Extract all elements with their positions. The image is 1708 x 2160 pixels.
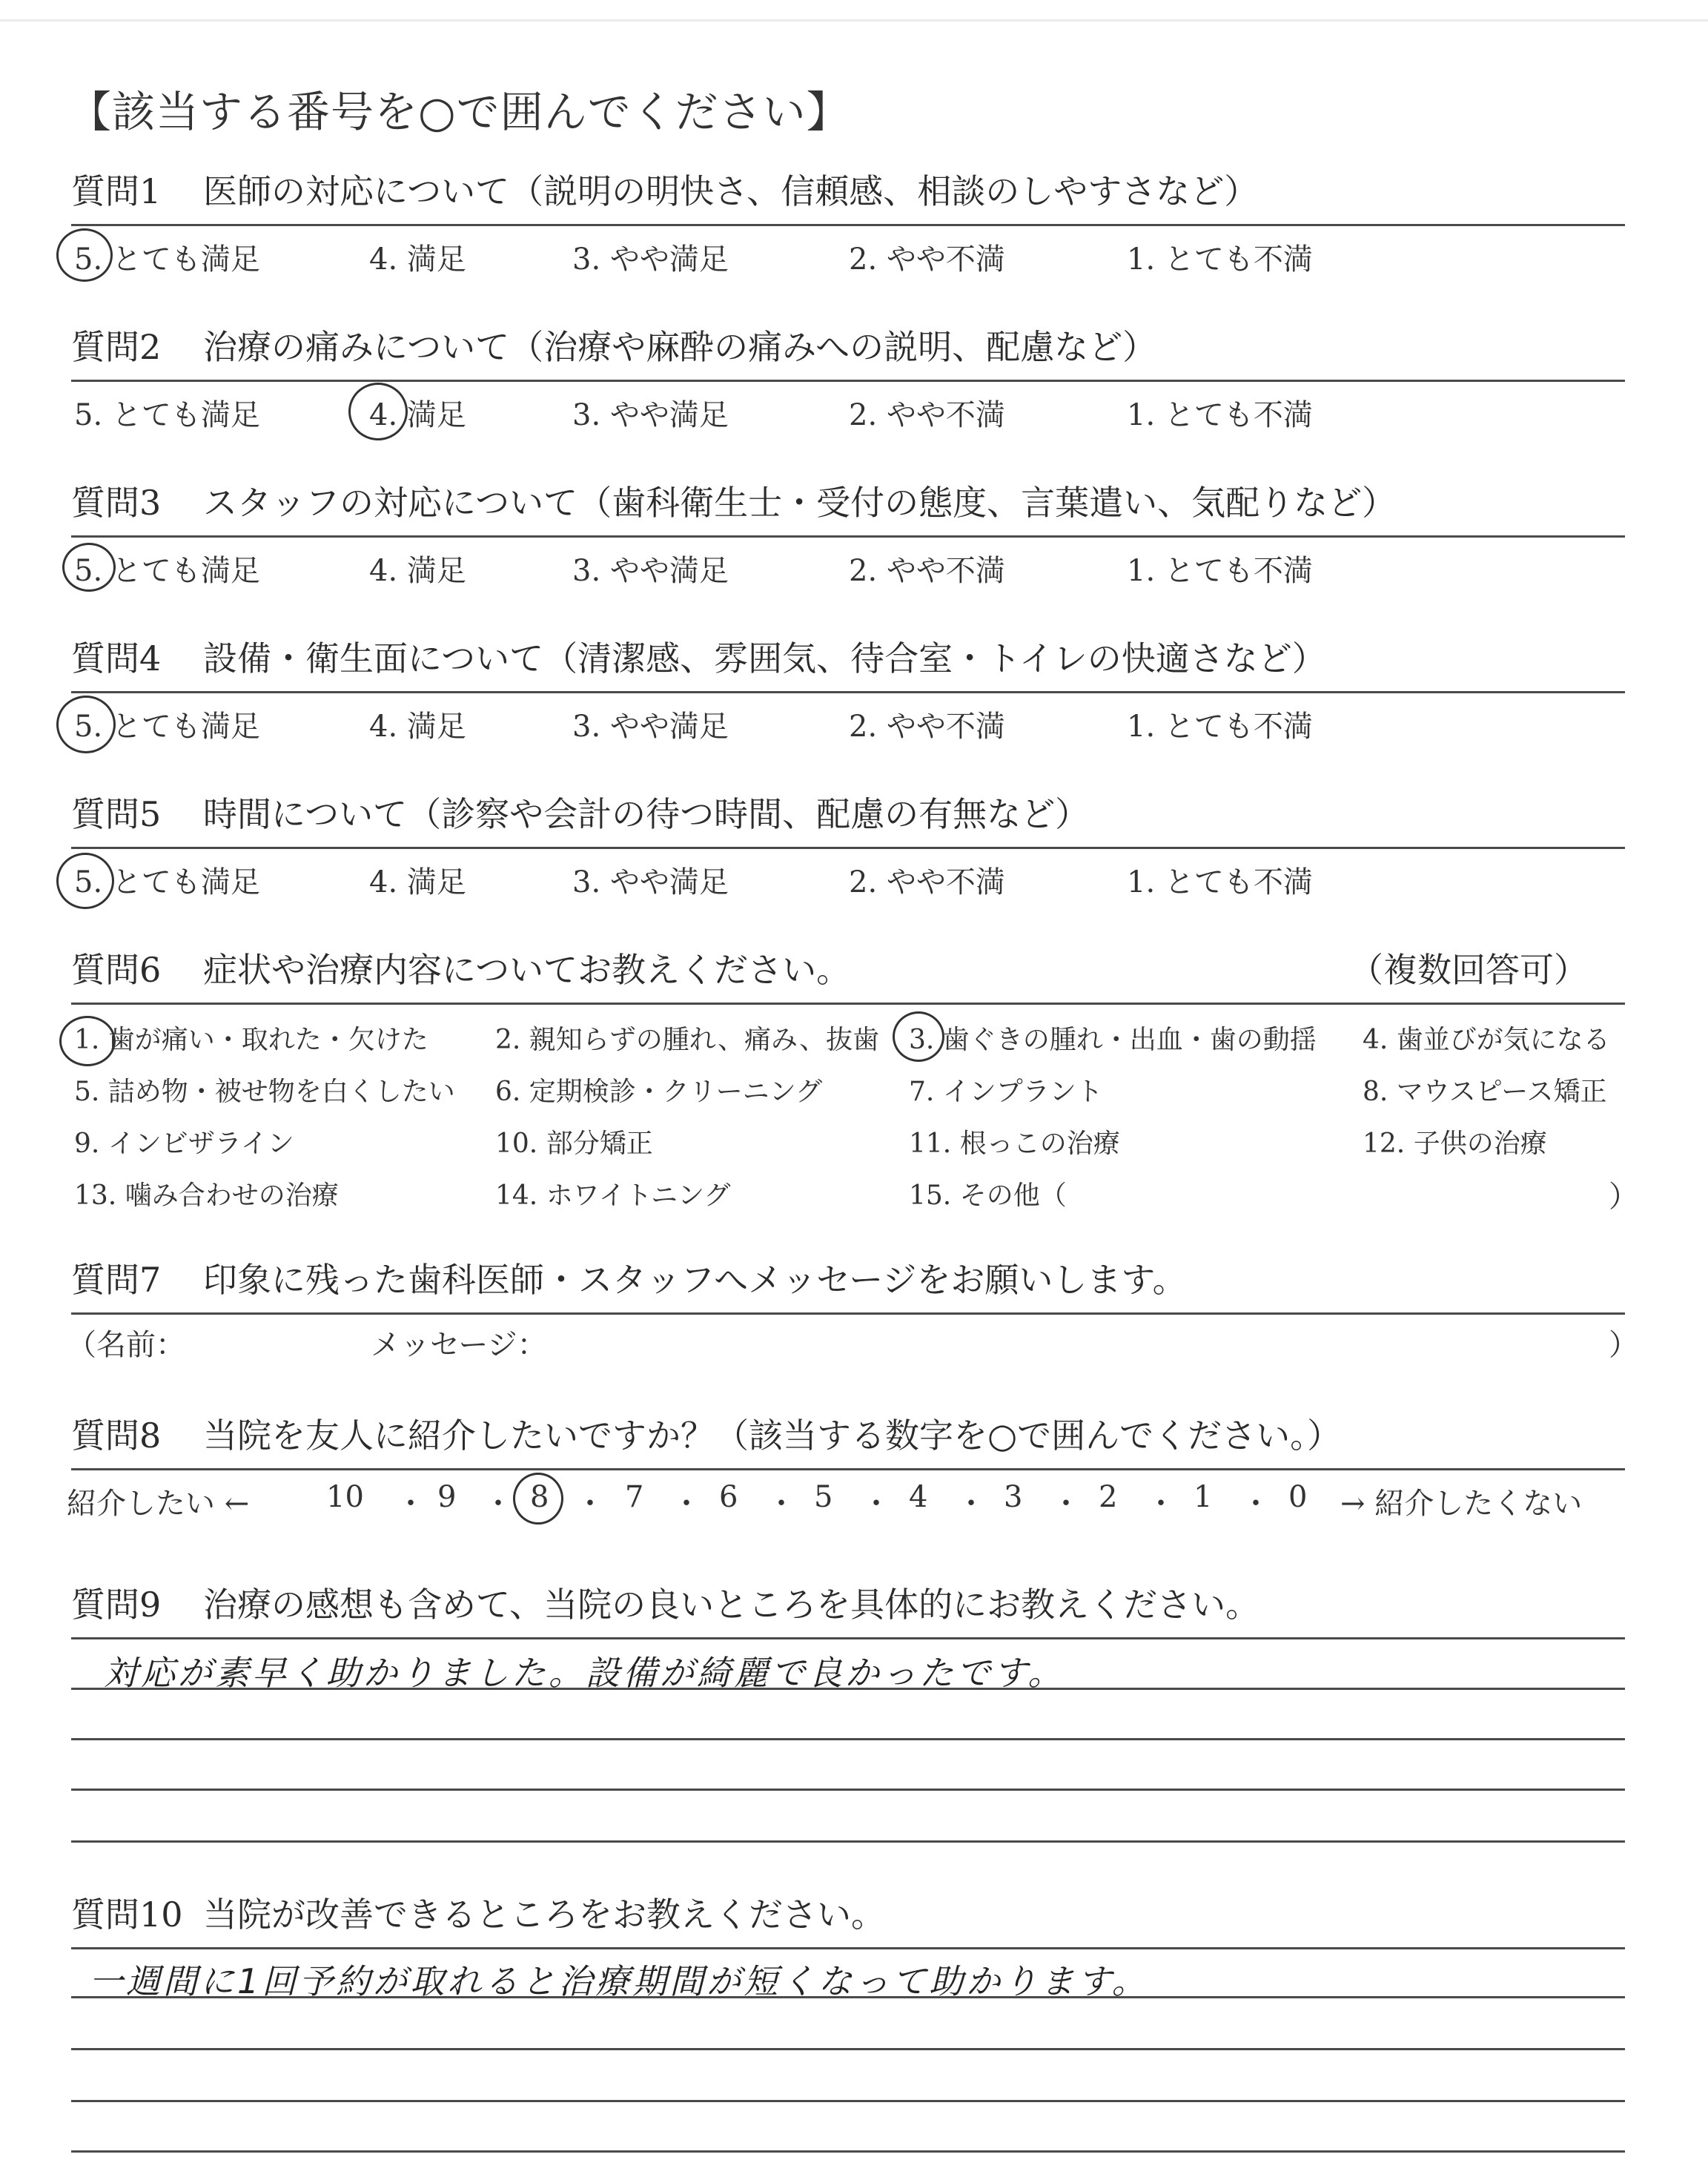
scale-separator: ・ — [956, 1487, 986, 1521]
question-text: スタッフの対応について（歯科衛生士・受付の態度、言葉遣い、気配りなど） — [203, 483, 1397, 523]
q1-selection-circle — [56, 228, 113, 282]
q8-selection-circle — [513, 1473, 563, 1525]
q4-option-1[interactable]: 1. とても不満 — [1127, 710, 1313, 744]
q5-selection-circle — [56, 853, 114, 909]
message-close-paren: ） — [1609, 1328, 1638, 1362]
scale-separator: ・ — [672, 1487, 701, 1521]
question-5-heading — [71, 787, 1625, 849]
question-number: 質問1 — [71, 171, 162, 211]
q2-option-5[interactable]: 5. とても満足 — [74, 398, 260, 432]
question-8-heading — [71, 1409, 1625, 1470]
q4-option-5[interactable]: 5. とても満足 — [74, 710, 260, 744]
scale-6[interactable]: 6 — [719, 1480, 738, 1514]
question-number: 質問8 — [71, 1416, 162, 1456]
q6-choice-13[interactable]: 13. 噛み合わせの治療 — [74, 1180, 339, 1211]
q5-option-2[interactable]: 2. やや不満 — [849, 865, 1005, 899]
q1-option-5[interactable]: 5. とても満足 — [74, 242, 260, 277]
q9-handwritten-answer: 対応が素早く助かりました。設備が綺麗で良かったです。 — [104, 1653, 1065, 1693]
scale-4[interactable]: 4 — [909, 1480, 928, 1514]
question-1-heading — [71, 165, 1625, 226]
question-number: 質問5 — [71, 794, 162, 834]
q6-choice-11[interactable]: 11. 根っこの治療 — [909, 1129, 1120, 1159]
answer-line — [71, 1840, 1625, 1843]
scale-separator: ・ — [483, 1487, 513, 1521]
multiple-answers-note: （複数回答可） — [1349, 950, 1588, 990]
question-text: 当院が改善できるところをお教えください。 — [203, 1895, 885, 1935]
q6-selection-circle-1 — [59, 1016, 116, 1066]
q6-choice-6[interactable]: 6. 定期検診・クリーニング — [495, 1077, 823, 1107]
recommend-label: 紹介したい ← — [67, 1487, 250, 1521]
scale-9[interactable]: 9 — [437, 1480, 457, 1514]
q2-option-2[interactable]: 2. やや不満 — [849, 398, 1005, 432]
q10-handwritten-answer: 一週間に1回予約が取れると治療期間が短くなって助かります。 — [89, 1961, 1149, 2001]
q2-option-1[interactable]: 1. とても不満 — [1127, 398, 1313, 432]
scale-separator: ・ — [1241, 1487, 1271, 1521]
q6-choice-15[interactable]: 15. その他（ — [909, 1180, 1067, 1211]
question-text: 当院を友人に紹介したいですか？（該当する数字を○で囲んでください。） — [203, 1416, 1342, 1456]
q2-selection-circle — [348, 383, 408, 440]
answer-line — [71, 2150, 1625, 2153]
scale-separator: ・ — [575, 1487, 605, 1521]
question-number: 質問7 — [71, 1260, 162, 1300]
q6-choice-7[interactable]: 7. インプラント — [909, 1077, 1103, 1107]
question-text: 印象に残った歯科医師・スタッフへメッセージをお願いします。 — [203, 1260, 1187, 1300]
scale-7[interactable]: 7 — [625, 1480, 644, 1514]
question-number: 質問3 — [71, 483, 162, 523]
scale-1[interactable]: 1 — [1194, 1480, 1213, 1514]
question-text: 設備・衛生面について（清潔感、雰囲気、待合室・トイレの快適さなど） — [203, 638, 1326, 678]
q4-option-4[interactable]: 4. 満足 — [369, 710, 466, 744]
question-10-heading — [71, 1888, 1625, 1949]
scale-3[interactable]: 3 — [1004, 1480, 1023, 1514]
question-2-heading — [71, 320, 1625, 382]
answer-line — [71, 1789, 1625, 1791]
question-number: 質問6 — [71, 950, 162, 990]
q5-option-4[interactable]: 4. 満足 — [369, 865, 466, 899]
q3-option-2[interactable]: 2. やや不満 — [849, 554, 1005, 588]
page-header: 【該当する番号を○で囲んでください】 — [68, 87, 850, 137]
q5-option-3[interactable]: 3. やや満足 — [572, 865, 729, 899]
scale-separator: ・ — [861, 1487, 891, 1521]
q3-option-4[interactable]: 4. 満足 — [369, 554, 466, 588]
name-label: （名前： — [67, 1328, 185, 1362]
q6-selection-circle-3 — [893, 1011, 944, 1062]
question-9-heading — [71, 1578, 1625, 1639]
not-recommend-label: → 紹介したくない — [1340, 1487, 1583, 1521]
q2-option-3[interactable]: 3. やや満足 — [572, 398, 729, 432]
q6-choice-3[interactable]: 3. 歯ぐきの腫れ・出血・歯の動揺 — [909, 1025, 1317, 1055]
question-number: 質問4 — [71, 638, 162, 678]
scale-separator: ・ — [396, 1487, 426, 1521]
q6-choice-4[interactable]: 4. 歯並びが気になる — [1363, 1025, 1610, 1055]
q6-choice-8[interactable]: 8. マウスピース矯正 — [1363, 1077, 1607, 1107]
answer-line — [71, 2048, 1625, 2050]
q5-option-5[interactable]: 5. とても満足 — [74, 865, 260, 899]
scale-2[interactable]: 2 — [1099, 1480, 1118, 1514]
q5-option-1[interactable]: 1. とても不満 — [1127, 865, 1313, 899]
q4-option-3[interactable]: 3. やや満足 — [572, 710, 729, 744]
question-4-heading — [71, 632, 1625, 693]
answer-line — [71, 2100, 1625, 2102]
question-text: 医師の対応について（説明の明快さ、信頼感、相談のしやすさなど） — [203, 171, 1259, 211]
scale-10[interactable]: 10 — [326, 1480, 364, 1514]
answer-line — [71, 1738, 1625, 1740]
question-number: 質問2 — [71, 327, 162, 367]
q1-option-2[interactable]: 2. やや不満 — [849, 242, 1005, 277]
q6-choice-1[interactable]: 1. 歯が痛い・取れた・欠けた — [74, 1025, 428, 1055]
question-number: 質問10 — [71, 1895, 183, 1935]
q1-option-1[interactable]: 1. とても不満 — [1127, 242, 1313, 277]
question-text: 治療の痛みについて（治療や麻酔の痛みへの説明、配慮など） — [203, 327, 1157, 367]
question-text: 症状や治療内容についてお教えください。 — [203, 950, 851, 990]
q6-choice-9[interactable]: 9. インビザライン — [74, 1129, 294, 1159]
q6-other-close-paren: ） — [1609, 1180, 1638, 1214]
message-label: メッセージ： — [371, 1328, 547, 1362]
question-text: 時間について（診察や会計の待つ時間、配慮の有無など） — [203, 794, 1090, 834]
scale-separator: ・ — [767, 1487, 796, 1521]
q4-selection-circle — [56, 696, 116, 753]
scale-8[interactable]: 8 — [530, 1480, 549, 1514]
question-3-heading — [71, 476, 1625, 538]
question-6-heading — [71, 943, 1625, 1005]
q4-option-2[interactable]: 2. やや不満 — [849, 710, 1005, 744]
question-7-heading — [71, 1253, 1625, 1315]
question-number: 質問9 — [71, 1585, 162, 1625]
scale-separator: ・ — [1146, 1487, 1176, 1521]
q3-option-1[interactable]: 1. とても不満 — [1127, 554, 1313, 588]
q1-option-3[interactable]: 3. やや満足 — [572, 242, 729, 277]
q3-option-5[interactable]: 5. とても満足 — [74, 554, 260, 588]
q3-option-3[interactable]: 3. やや満足 — [572, 554, 729, 588]
q6-choice-10[interactable]: 10. 部分矯正 — [495, 1129, 653, 1159]
q3-selection-circle — [62, 543, 116, 592]
q6-choice-12[interactable]: 12. 子供の治療 — [1363, 1129, 1547, 1159]
scale-separator: ・ — [1051, 1487, 1081, 1521]
question-text: 治療の感想も含めて、当院の良いところを具体的にお教えください。 — [203, 1585, 1260, 1625]
scale-5[interactable]: 5 — [814, 1480, 833, 1514]
q1-option-4[interactable]: 4. 満足 — [369, 242, 466, 277]
q6-choice-2[interactable]: 2. 親知らずの腫れ、痛み、抜歯 — [495, 1025, 880, 1055]
scan-edge — [0, 0, 1708, 22]
scale-0[interactable]: 0 — [1288, 1480, 1308, 1514]
q2-option-4[interactable]: 4. 満足 — [369, 398, 466, 432]
q6-choice-14[interactable]: 14. ホワイトニング — [495, 1180, 731, 1211]
q6-choice-5[interactable]: 5. 詰め物・被せ物を白くしたい — [74, 1077, 455, 1107]
